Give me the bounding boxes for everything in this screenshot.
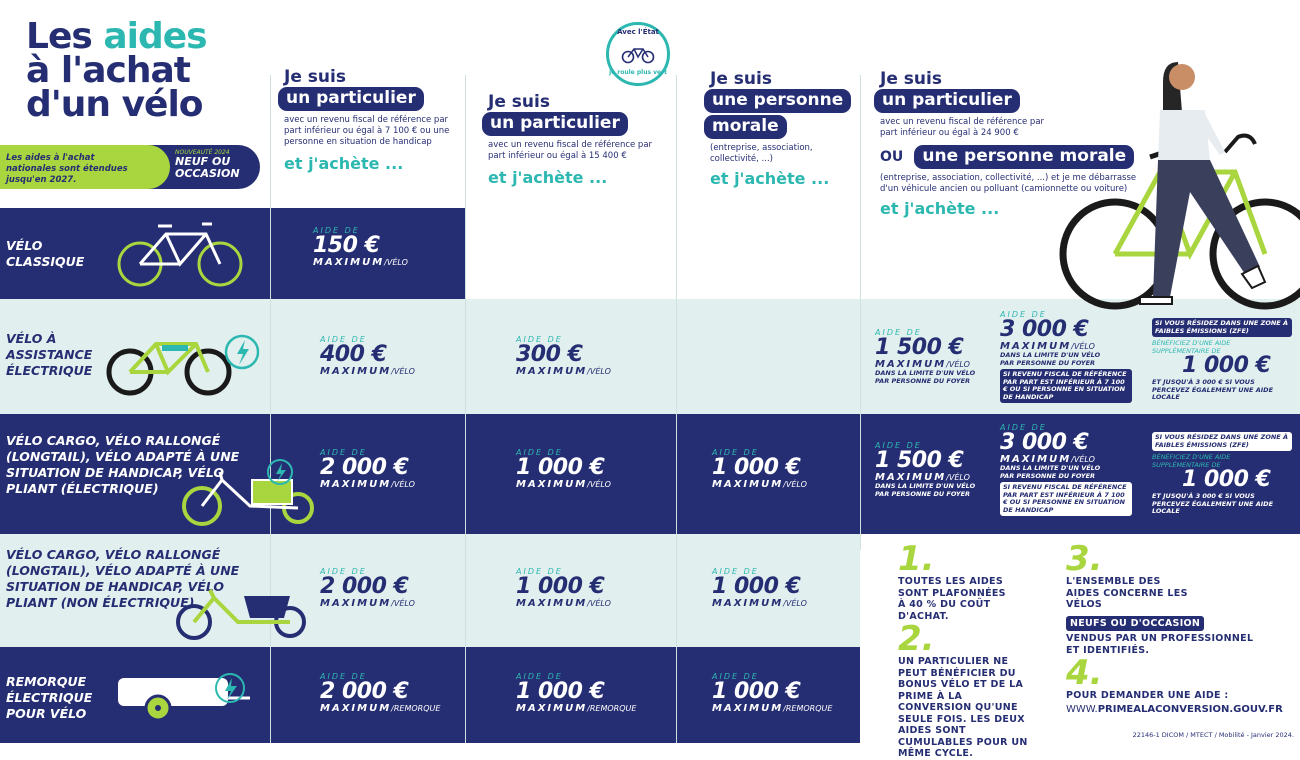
row-label-cargo-electrique: VÉLO CARGO, VÉLO RALLONGÉ (LONGTAIL), VÉLO ADAPTÉ À UNE SITUATION DE HANDICAP, VÉLO PLIANT (ÉLECTRIQUE) bbox=[6, 433, 240, 496]
electric-trailer-icon bbox=[110, 668, 260, 728]
aid-prefix: AIDE DE bbox=[320, 672, 367, 681]
aid-amount: 1 000 € bbox=[1182, 353, 1271, 378]
aid-remorque-col2 bbox=[516, 672, 636, 714]
aid-maximum: MAXIMUM bbox=[712, 703, 784, 714]
aid-condition: SI REVENU FISCAL DE RÉFÉRENCE PAR PART EST INFÉRIEUR À 7 100 € OU SI PERSONNE EN SITUATION DE HANDICAP bbox=[1000, 482, 1132, 516]
note-url[interactable] bbox=[1066, 704, 1296, 715]
aid-note: DANS LA LIMITE D'UN VÉLO PAR PERSONNE DU FOYER bbox=[1000, 464, 1101, 480]
aid-cargo-col1 bbox=[320, 567, 415, 609]
column-desc: (entreprise, association, collectivité, ...) bbox=[710, 143, 813, 164]
achete-label: et j'achète ... bbox=[488, 168, 608, 187]
column-desc: avec un revenu fiscal de référence par part inférieur ou égal à 15 400 € bbox=[488, 140, 653, 161]
note-2 bbox=[898, 619, 1038, 760]
aid-amount: 150 € bbox=[313, 233, 380, 258]
cargo-bike-icon bbox=[172, 582, 312, 642]
beneficiez-label: BÉNÉFICIEZ D'UNE AIDE SUPPLÉMENTAIRE DE bbox=[1152, 339, 1231, 355]
column-desc2: (entreprise, association, collectivité, ...) et je me débarrasse d'un véhicule ancien ou polluant (camionnette ou voiture) bbox=[880, 173, 1137, 194]
aid-unit: /VÉLO bbox=[391, 480, 415, 489]
aid-amount: 1 500 € bbox=[875, 448, 964, 473]
url-main: PRIMEALACONVERSION.GOUV.FR bbox=[1097, 703, 1283, 715]
note-number: 2. bbox=[898, 619, 935, 659]
column-desc: avec un revenu fiscal de référence par part inférieur ou égal à 7 100 € ou une personne en situation de handicap bbox=[284, 115, 450, 147]
banner-text: Les aides à l'achat nationales sont étendues jusqu'en 2027. bbox=[6, 153, 128, 185]
achete-label: et j'achète ... bbox=[710, 169, 830, 188]
row-label-remorque: REMORQUE ÉLECTRIQUE POUR VÉLO bbox=[6, 674, 93, 721]
aid-unit: /VÉLO bbox=[783, 599, 807, 608]
note-text: L'ENSEMBLE DES AIDES CONCERNE LES VÉLOS bbox=[1066, 576, 1188, 610]
aid-note: ET JUSQU'À 3 000 € SI VOUS PERCEVEZ ÉGALEMENT UNE AIDE LOCALE bbox=[1152, 378, 1274, 401]
aid-amount: 400 € bbox=[320, 342, 387, 367]
aid-unit: /VÉLO bbox=[391, 599, 415, 608]
aid-maximum: MAXIMUM bbox=[516, 366, 588, 377]
aid-prefix: AIDE DE bbox=[320, 567, 367, 576]
aid-maximum: MAXIMUM bbox=[1000, 454, 1072, 465]
aid-amount: 2 000 € bbox=[320, 574, 409, 599]
conversion-cargo-c bbox=[1152, 432, 1292, 516]
aid-amount: 1 000 € bbox=[1182, 467, 1271, 492]
aid-prefix: AIDE DE bbox=[320, 335, 367, 344]
aid-maximum: MAXIMUM bbox=[712, 479, 784, 490]
divider bbox=[465, 75, 466, 743]
aid-maximum: MAXIMUM bbox=[875, 472, 947, 483]
banner-nouveaute: NOUVEAUTÉ 2024 bbox=[175, 149, 230, 156]
aid-note: ET JUSQU'À 3 000 € SI VOUS PERCEVEZ ÉGALEMENT UNE AIDE LOCALE bbox=[1152, 492, 1274, 515]
note-number: 3. bbox=[1066, 539, 1103, 579]
aid-maximum: MAXIMUM bbox=[320, 366, 392, 377]
footer-credit: 22146-1 DICOM / MTECT / Mobilité - Janvier 2024. bbox=[1132, 731, 1294, 739]
zfe-pill: SI VOUS RÉSIDEZ DANS UNE ZONE À FAIBLES ÉMISSIONS (ZFE) bbox=[1152, 318, 1292, 337]
aid-unit: /VÉLO bbox=[946, 473, 970, 482]
url-prefix: WWW. bbox=[1066, 703, 1098, 715]
stamp-top: Avec l'État bbox=[617, 28, 659, 36]
aid-note: DANS LA LIMITE D'UN VÉLO PAR PERSONNE DU FOYER bbox=[875, 369, 976, 385]
ou-label: OU bbox=[880, 149, 904, 165]
aid-maximum: MAXIMUM bbox=[516, 598, 588, 609]
row-label-vae: VÉLO À ASSISTANCE ÉLECTRIQUE bbox=[6, 331, 93, 378]
aid-maximum: MAXIMUM bbox=[516, 479, 588, 490]
beneficiez-label: BÉNÉFICIEZ D'UNE AIDE SUPPLÉMENTAIRE DE bbox=[1152, 453, 1231, 469]
title-word: Les bbox=[26, 16, 92, 57]
electric-bike-icon bbox=[104, 322, 264, 397]
aid-amount: 1 000 € bbox=[516, 574, 605, 599]
aid-unit: /VÉLO bbox=[1071, 342, 1095, 351]
je-suis: Je suis bbox=[880, 69, 942, 89]
aid-unit: /REMORQUE bbox=[587, 704, 637, 713]
note-text: TOUTES LES AIDES SONT PLAFONNÉES À 40 % DU COÛT D'ACHAT. bbox=[898, 576, 1006, 622]
stamp-logo bbox=[606, 22, 670, 86]
classic-bike-icon bbox=[116, 220, 246, 288]
divider bbox=[676, 75, 677, 743]
note-text: UN PARTICULIER NE PEUT BÉNÉFICIER DU BONUS VÉLO ET DE LA PRIME À LA CONVERSION QU'UNE SEULE FOIS. LES DEUX AIDES SONT CUMULABLES POUR UN MÊME CYCLE. bbox=[898, 656, 1028, 759]
conversion-cargo-a bbox=[875, 441, 990, 498]
conversion-vae-b bbox=[1000, 310, 1135, 403]
banner-neuf: NEUF OU bbox=[175, 155, 231, 168]
aid-prefix: AIDE DE bbox=[1000, 310, 1047, 319]
je-suis: Je suis bbox=[284, 67, 346, 87]
aid-unit: /VÉLO bbox=[384, 258, 408, 267]
aid-vae-col1 bbox=[320, 335, 415, 377]
aid-prefix: AIDE DE bbox=[516, 567, 563, 576]
aid-unit: /REMORQUE bbox=[783, 704, 833, 713]
who-alt-pill: une personne morale bbox=[914, 145, 1134, 169]
aid-amount: 3 000 € bbox=[1000, 430, 1089, 455]
column-header-3 bbox=[704, 69, 854, 188]
aid-remorque-col1 bbox=[320, 672, 440, 714]
divider bbox=[270, 75, 271, 743]
aid-remorque-col3 bbox=[712, 672, 832, 714]
aid-vae-col2 bbox=[516, 335, 611, 377]
column-desc: avec un revenu fiscal de référence par part inférieur ou égal à 24 900 € bbox=[880, 117, 1045, 138]
aid-cargo-col3 bbox=[712, 567, 807, 609]
aid-cargo-elec-col3 bbox=[712, 448, 807, 490]
aid-amount: 3 000 € bbox=[1000, 317, 1089, 342]
aid-amount: 1 500 € bbox=[875, 335, 964, 360]
aid-prefix: AIDE DE bbox=[875, 328, 922, 337]
who-pill: un particulier bbox=[278, 87, 424, 111]
aid-maximum: MAXIMUM bbox=[712, 598, 784, 609]
achete-label: et j'achète ... bbox=[284, 154, 404, 173]
column-header-2 bbox=[482, 92, 667, 187]
who-pill: une personne bbox=[704, 89, 851, 113]
aid-prefix: AIDE DE bbox=[516, 335, 563, 344]
aid-unit: /REMORQUE bbox=[391, 704, 441, 713]
conversion-vae-a bbox=[875, 328, 990, 385]
note-text: VENDUS PAR UN PROFESSIONNEL ET IDENTIFIÉS. bbox=[1066, 633, 1254, 656]
note-1 bbox=[898, 539, 1008, 622]
aid-note: DANS LA LIMITE D'UN VÉLO PAR PERSONNE DU FOYER bbox=[1000, 351, 1101, 367]
aid-unit: /VÉLO bbox=[946, 360, 970, 369]
who-pill: un particulier bbox=[874, 89, 1020, 113]
aid-maximum: MAXIMUM bbox=[320, 703, 392, 714]
note-number: 1. bbox=[898, 539, 935, 579]
aid-unit: /VÉLO bbox=[391, 367, 415, 376]
conversion-cargo-b bbox=[1000, 423, 1135, 516]
achete-label: et j'achète ... bbox=[880, 199, 1000, 218]
aid-prefix: AIDE DE bbox=[875, 441, 922, 450]
aid-prefix: AIDE DE bbox=[320, 448, 367, 457]
aid-unit: /VÉLO bbox=[783, 480, 807, 489]
banner-right bbox=[175, 149, 240, 180]
aid-note: DANS LA LIMITE D'UN VÉLO PAR PERSONNE DU FOYER bbox=[875, 482, 976, 498]
note-number: 4. bbox=[1066, 653, 1103, 693]
who-pill: morale bbox=[704, 115, 787, 139]
aid-prefix: AIDE DE bbox=[712, 672, 759, 681]
aid-cargo-col2 bbox=[516, 567, 611, 609]
aid-maximum: MAXIMUM bbox=[320, 479, 392, 490]
aid-cargo-elec-col1 bbox=[320, 448, 415, 490]
banner-occasion: OCCASION bbox=[175, 167, 240, 180]
aid-amount: 1 000 € bbox=[516, 455, 605, 480]
aid-amount: 1 000 € bbox=[712, 574, 801, 599]
stamp-bottom: je roule plus vert bbox=[609, 69, 667, 76]
aid-prefix: AIDE DE bbox=[516, 672, 563, 681]
aid-amount: 2 000 € bbox=[320, 679, 409, 704]
aid-maximum: MAXIMUM bbox=[516, 703, 588, 714]
aid-maximum: MAXIMUM bbox=[320, 598, 392, 609]
title-word-accent: aides bbox=[103, 16, 207, 57]
aid-amount: 1 000 € bbox=[712, 455, 801, 480]
aid-maximum: MAXIMUM bbox=[875, 359, 947, 370]
who-pill: un particulier bbox=[482, 112, 628, 136]
row-label-velo-classique: VÉLO CLASSIQUE bbox=[6, 238, 85, 269]
aid-unit: /VÉLO bbox=[587, 480, 611, 489]
je-suis: Je suis bbox=[710, 69, 772, 89]
cargo-electric-bike-icon bbox=[180, 458, 320, 528]
aid-maximum: MAXIMUM bbox=[313, 257, 385, 268]
aid-amount: 1 000 € bbox=[712, 679, 801, 704]
note-pill: NEUFS OU D'OCCASION bbox=[1066, 616, 1204, 632]
note-4 bbox=[1066, 653, 1296, 715]
column-header-1 bbox=[278, 67, 463, 173]
aid-prefix: AIDE DE bbox=[1000, 423, 1047, 432]
divider bbox=[860, 75, 861, 550]
aid-maximum: MAXIMUM bbox=[1000, 341, 1072, 352]
aid-unit: /VÉLO bbox=[587, 367, 611, 376]
note-3 bbox=[1066, 539, 1266, 656]
aid-amount: 1 000 € bbox=[516, 679, 605, 704]
page-title bbox=[26, 16, 207, 125]
aid-cargo-elec-col2 bbox=[516, 448, 611, 490]
aid-prefix: AIDE DE bbox=[712, 448, 759, 457]
aid-prefix: AIDE DE bbox=[313, 226, 360, 235]
aid-condition: SI REVENU FISCAL DE RÉFÉRENCE PAR PART EST INFÉRIEUR À 7 100 € OU SI PERSONNE EN SITUATION DE HANDICAP bbox=[1000, 369, 1132, 403]
title-line: à l'achat bbox=[26, 50, 190, 91]
zfe-pill: SI VOUS RÉSIDEZ DANS UNE ZONE À FAIBLES ÉMISSIONS (ZFE) bbox=[1152, 432, 1292, 451]
row-label-cargo-non-electrique: VÉLO CARGO, VÉLO RALLONGÉ (LONGTAIL), VÉLO ADAPTÉ À UNE SITUATION DE HANDICAP, VÉLO PLIANT (NON ÉLECTRIQUE) bbox=[6, 547, 240, 610]
aid-unit: /VÉLO bbox=[587, 599, 611, 608]
title-line: d'un vélo bbox=[26, 84, 203, 125]
aid-velo-classique-col1 bbox=[313, 226, 408, 268]
conversion-vae-c bbox=[1152, 318, 1292, 402]
stamp-bike-icon bbox=[621, 46, 655, 64]
aid-unit: /VÉLO bbox=[1071, 455, 1095, 464]
je-suis: Je suis bbox=[488, 92, 550, 112]
aid-amount: 2 000 € bbox=[320, 455, 409, 480]
note-text: POUR DEMANDER UNE AIDE : bbox=[1066, 690, 1229, 701]
aid-prefix: AIDE DE bbox=[712, 567, 759, 576]
extension-banner-green bbox=[0, 145, 170, 189]
aid-prefix: AIDE DE bbox=[516, 448, 563, 457]
person-with-bike-illustration bbox=[1060, 52, 1300, 312]
aid-amount: 300 € bbox=[516, 342, 583, 367]
